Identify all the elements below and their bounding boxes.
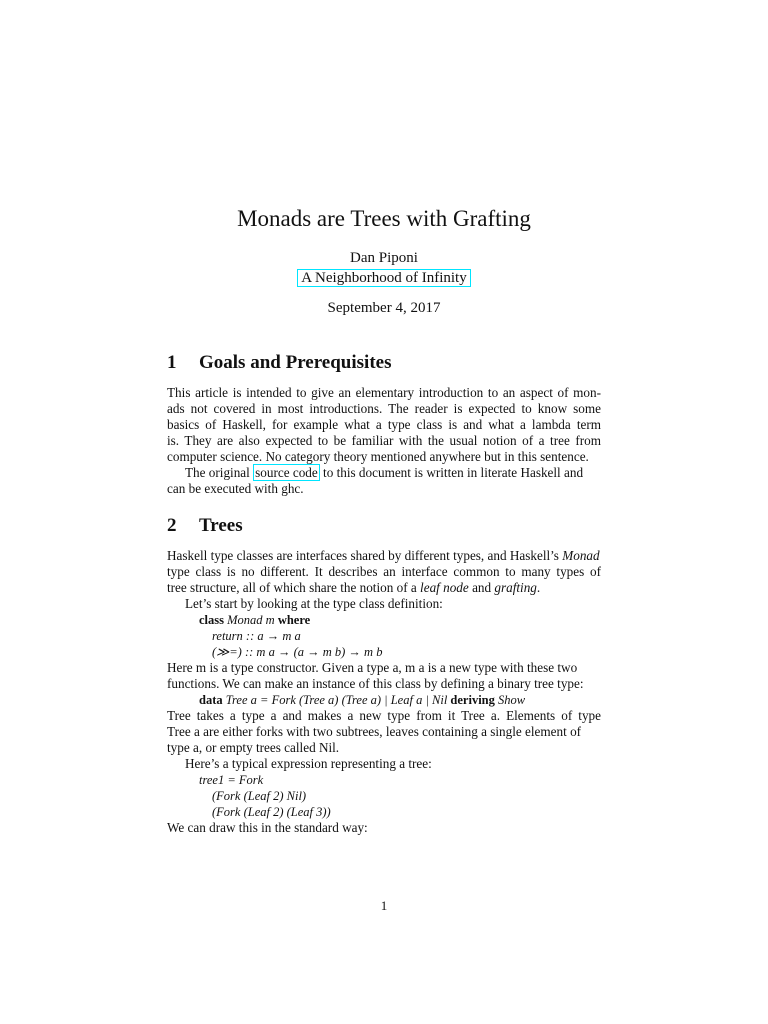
- blog-link-line: [0, 270, 768, 287]
- text-line: Haskell type classes are interfaces shared by different types, and Haskell’s Monad: [167, 548, 600, 563]
- text-line: Tree takes a type a and makes a new type from it Tree a. Elements of type: [167, 708, 601, 723]
- section-heading-1: [167, 352, 391, 374]
- blog-link[interactable]: A Neighborhood of Infinity: [297, 269, 470, 287]
- text-line: type a, or empty trees called Nil.: [167, 740, 340, 755]
- text-line: The original source code to this document is written in literate Haskell and: [185, 465, 584, 480]
- section-title: Trees: [199, 515, 243, 536]
- section-heading-2: [167, 515, 243, 537]
- page-number: 1: [380, 898, 388, 913]
- code-line: data Tree a = Fork (Tree a) (Tree a) | Leaf a | Nil deriving Show: [199, 693, 526, 707]
- text-line: Here’s a typical expression representing a tree:: [185, 756, 432, 771]
- text-line: basics of Haskell, for example what a type class is and what a lambda term: [167, 417, 601, 432]
- goals-paragraph: [167, 385, 601, 497]
- trees-section-body: [167, 548, 601, 836]
- code-line: (≫=) :: m a → (a → m b) → m b: [212, 645, 383, 659]
- code-line: class Monad m where: [199, 613, 311, 627]
- code-line: return :: a → m a: [212, 629, 301, 643]
- text-line: functions. We can make an instance of this class by defining a binary tree type:: [167, 676, 584, 691]
- text-line: is. They are also expected to be familiar with the usual notion of a tree from: [167, 433, 601, 448]
- text-line: computer science. No category theory mentioned anywhere but in this sentence.: [167, 449, 589, 464]
- paper-title: Monads are Trees with Grafting: [237, 206, 531, 231]
- paper-date: September 4, 2017: [327, 300, 441, 316]
- text-line: ads not covered in most introductions. The reader is expected to know some: [167, 401, 601, 416]
- section-title: Goals and Prerequisites: [199, 352, 392, 373]
- section-number: 1: [167, 352, 177, 373]
- author-name: Dan Piponi: [350, 250, 418, 266]
- code-line: tree1 = Fork: [199, 773, 264, 787]
- text-line: tree structure, all of which share the notion of a leaf node and grafting.: [167, 580, 541, 595]
- code-line: (Fork (Leaf 2) Nil): [212, 789, 307, 803]
- text-line: can be executed with ghc.: [167, 481, 304, 496]
- text-line: We can draw this in the standard way:: [167, 820, 368, 835]
- text-line: Let’s start by looking at the type class definition:: [185, 596, 443, 611]
- text-line: Here m is a type constructor. Given a type a, m a is a new type with these two: [167, 660, 578, 675]
- source-code-link[interactable]: source code: [255, 465, 318, 480]
- text-line: This article is intended to give an elementary introduction to an aspect of mon-: [167, 385, 601, 400]
- section-number: 2: [167, 515, 177, 536]
- text-line: type class is no different. It describes an interface common to many types of: [167, 564, 601, 579]
- text-line: Tree a are either forks with two subtrees, leaves containing a single element of: [167, 724, 582, 739]
- code-line: (Fork (Leaf 2) (Leaf 3)): [212, 805, 331, 819]
